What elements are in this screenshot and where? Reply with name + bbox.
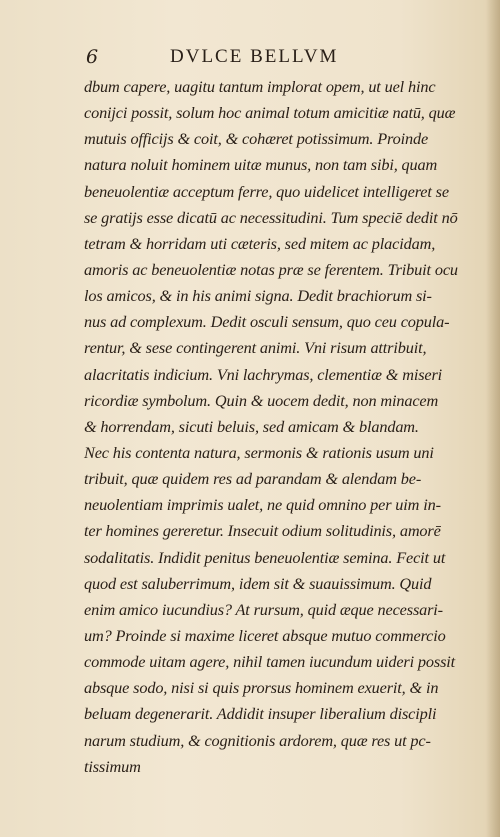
text-line: tribuit, quæ quidem res ad parandam & alendam be- [84, 469, 422, 489]
text-line: & horrendam, sicuti beluis, sed amicam & blandam. [84, 416, 419, 436]
text-line: ter homines gereretur. Insecuit odium solitudinis, amorē [84, 521, 441, 541]
text-line: Nec his contenta natura, sermonis & rationis usum uni [84, 442, 434, 462]
text-line: dbum capere, uagitu tantum implorat opem, ut uel hinc [84, 77, 436, 96]
text-line: um? Proinde si maxime liceret absque mutuo commercio [84, 625, 446, 645]
text-line: enim amico iucundius? At rursum, quid æque necessari- [84, 599, 443, 619]
text-line: beluam degenerarit. Addidit insuper liberalium discipli [84, 704, 437, 724]
text-line: alacritatis indicium. Vni lachrymas, clementiæ & miseri [84, 364, 443, 384]
text-line: conijci possit, solum hoc animal totum amicitiæ natū, quæ [84, 103, 456, 123]
text-line: natura noluit hominem uitæ munus, non tam sibi, quam [84, 155, 438, 175]
text-line: ricordiæ symbolum. Quin & uocem dedit, non minacem [84, 390, 439, 410]
text-line: los amicos, & in his animi signa. Dedit brachiorum si- [84, 286, 432, 306]
page-header [86, 46, 416, 72]
text-line: nus ad complexum. Dedit osculi sensum, quo ceu copula- [84, 312, 450, 332]
text-line: beneuolentiæ acceptum ferre, quo uidelicet intelligeret se [84, 181, 449, 201]
running-head: DVLCE BELLVM [170, 46, 339, 67]
text-line: narum studium, & cognitionis ardorem, quæ res ut pc- [84, 730, 431, 750]
text-line: tissimum [84, 756, 141, 776]
text-line: amoris ac beneuolentiæ notas præ se ferentem. Tribuit ocu [84, 259, 458, 279]
text-line: rentur, & sese contingerent animi. Vni risum attribuit, [84, 338, 427, 358]
text-line: neuolentiam imprimis ualet, ne quid omnino per uim in- [84, 495, 441, 515]
text-line: commode uitam agere, nihil tamen iucundum uideri possit [84, 652, 455, 672]
text-line: se gratijs esse dicatū ac necessitudini. Tum speciē dedit nō [84, 207, 458, 227]
page-number: 6 [86, 46, 99, 68]
page-edge-shadow [486, 0, 500, 837]
body-text [84, 74, 484, 780]
text-line: tetram & horridam uti cæteris, sed mitem ac placidam, [84, 233, 436, 253]
text-line: quod est saluberrimum, idem sit & suauissimum. Quid [84, 573, 432, 593]
text-line: absque sodo, nisi si quis prorsus hominem exuerit, & in [84, 678, 439, 698]
text-line: sodalitatis. Indidit penitus beneuolentiæ semina. Fecit ut [84, 547, 446, 567]
text-line: mutuis officijs & coit, & cohæret potissimum. Proinde [84, 129, 429, 149]
